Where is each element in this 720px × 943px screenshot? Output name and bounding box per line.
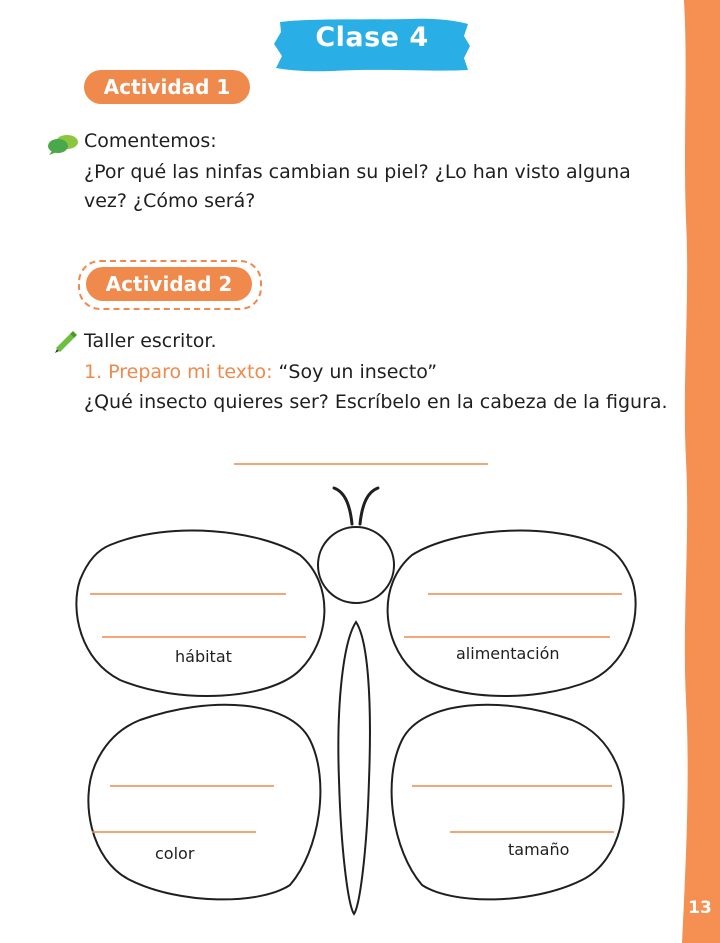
right-antenna <box>360 488 378 524</box>
taller-escritor-heading: Taller escritor. <box>84 330 217 352</box>
butterfly-body <box>338 622 370 914</box>
step-instruction: ¿Qué insecto quieres ser? Escríbelo en la cabeza de la figura. <box>84 391 668 413</box>
actividad-1-badge: Actividad 1 <box>84 70 250 104</box>
wing-top-left <box>76 531 324 696</box>
step-label: 1. Preparo mi texto: <box>84 361 273 383</box>
wing-label-alimentacion: alimentación <box>456 644 560 663</box>
step-title: “Soy un insecto” <box>278 361 438 383</box>
butterfly-head <box>318 527 394 603</box>
comentemos-heading: Comentemos: <box>84 130 217 152</box>
left-antenna <box>334 488 352 524</box>
actividad-2-badge: Actividad 2 <box>86 267 252 301</box>
wing-label-habitat: hábitat <box>175 647 232 666</box>
comentemos-question: ¿Por qué las ninfas cambian su piel? ¿Lo han visto alguna vez? ¿Cómo será? <box>84 161 631 212</box>
clase-title: Clase 4 <box>315 22 429 53</box>
page-number: 13 <box>688 898 712 918</box>
wing-bottom-right <box>392 705 624 900</box>
wing-label-tamano: tamaño <box>508 840 570 859</box>
wing-top-right <box>388 531 636 696</box>
wing-bottom-left <box>88 705 320 900</box>
wing-label-color: color <box>155 844 195 863</box>
